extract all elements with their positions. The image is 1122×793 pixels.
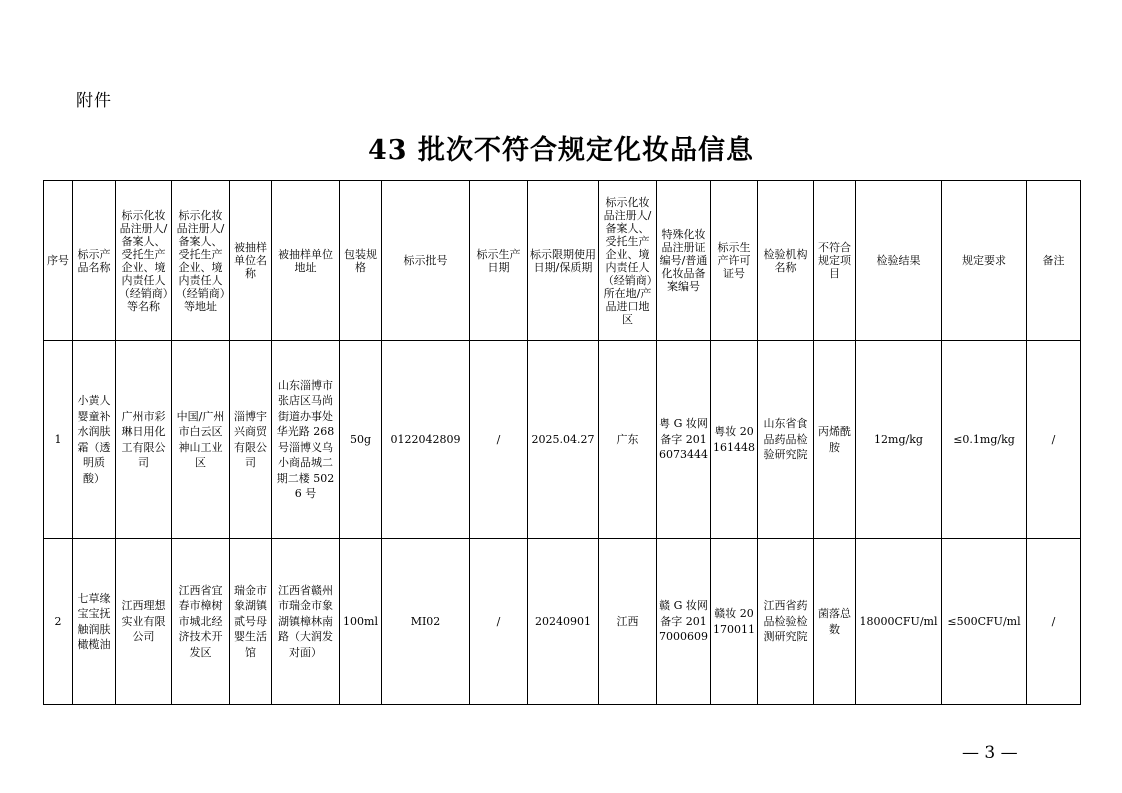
header-cell: 标示化妆品注册人/备案人、受托生产企业、境内责任人（经销商）所在地/产品进口地区	[599, 181, 657, 341]
header-cell: 标示化妆品注册人/备案人、受托生产企业、境内责任人（经销商）等名称	[116, 181, 172, 341]
table-cell: /	[1027, 539, 1081, 705]
table-cell: 粤 G 妆网备字 2016073444	[657, 341, 711, 539]
table-cell: 小黄人婴童补水润肤霜（透明质酸）	[73, 341, 116, 539]
header-cell: 标示生产日期	[470, 181, 528, 341]
table-cell: 18000CFU/ml	[856, 539, 942, 705]
table-cell: 广州市彩琳日用化工有限公司	[116, 341, 172, 539]
table-cell: 淄博宇兴商贸有限公司	[230, 341, 272, 539]
header-cell: 包装规格	[340, 181, 382, 341]
table-cell: /	[1027, 341, 1081, 539]
header-cell: 标示生产许可证号	[711, 181, 758, 341]
table-cell: 12mg/kg	[856, 341, 942, 539]
header-cell: 规定要求	[942, 181, 1027, 341]
table-cell: 粤妆 20161448	[711, 341, 758, 539]
table-cell: 江西省赣州市瑞金市象湖镇樟林南路（大润发对面）	[272, 539, 340, 705]
table-cell: /	[470, 341, 528, 539]
header-cell: 检验机构名称	[758, 181, 814, 341]
table-cell: 江西	[599, 539, 657, 705]
table-cell: 山东淄博市张店区马尚街道办事处华光路 268 号淄博义乌小商品城二期二楼 5026 号	[272, 341, 340, 539]
header-cell: 标示批号	[382, 181, 470, 341]
table-cell: 20240901	[528, 539, 599, 705]
table-cell: 山东省食品药品检验研究院	[758, 341, 814, 539]
table-cell: 瑞金市象湖镇贰号母婴生活馆	[230, 539, 272, 705]
header-cell: 标示化妆品注册人/备案人、受托生产企业、境内责任人（经销商）等地址	[172, 181, 230, 341]
table-cell: 0122042809	[382, 341, 470, 539]
header-cell: 标示限期使用日期/保质期	[528, 181, 599, 341]
table-cell: 100ml	[340, 539, 382, 705]
table-cell: 中国/广州市白云区神山工业区	[172, 341, 230, 539]
table-cell: 1	[44, 341, 73, 539]
table-cell: ≤500CFU/ml	[942, 539, 1027, 705]
table-cell: 广东	[599, 341, 657, 539]
table-cell: 赣 G 妆网备字 2017000609	[657, 539, 711, 705]
table-header-row	[44, 181, 1081, 341]
page-number: — 3 —	[962, 743, 1018, 763]
header-cell: 不符合规定项目	[814, 181, 856, 341]
table-cell: 江西理想实业有限公司	[116, 539, 172, 705]
header-cell: 序号	[44, 181, 73, 341]
document-title: 43 批次不符合规定化妆品信息	[368, 135, 754, 166]
header-cell: 标示产品名称	[73, 181, 116, 341]
header-cell: 被抽样单位名称	[230, 181, 272, 341]
table-cell: /	[470, 539, 528, 705]
header-cell: 检验结果	[856, 181, 942, 341]
header-cell: 特殊化妆品注册证编号/普通化妆品备案编号	[657, 181, 711, 341]
table-cell: 江西省宜春市樟树市城北经济技术开发区	[172, 539, 230, 705]
table-cell: 赣妆 20170011	[711, 539, 758, 705]
nonconforming-cosmetics-table	[43, 180, 1081, 705]
table-cell: 2025.04.27	[528, 341, 599, 539]
table-cell: ≤0.1mg/kg	[942, 341, 1027, 539]
header-cell: 备注	[1027, 181, 1081, 341]
table-cell: 2	[44, 539, 73, 705]
table-row	[44, 539, 1081, 705]
table-cell: 七草缘宝宝抚触润肤橄榄油	[73, 539, 116, 705]
header-cell: 被抽样单位地址	[272, 181, 340, 341]
table-row	[44, 341, 1081, 539]
table-cell: 丙烯酰胺	[814, 341, 856, 539]
table-cell: 江西省药品检验检测研究院	[758, 539, 814, 705]
table-cell: 菌落总数	[814, 539, 856, 705]
table-cell: 50g	[340, 341, 382, 539]
attachment-label: 附件	[76, 91, 112, 111]
table-cell: MI02	[382, 539, 470, 705]
